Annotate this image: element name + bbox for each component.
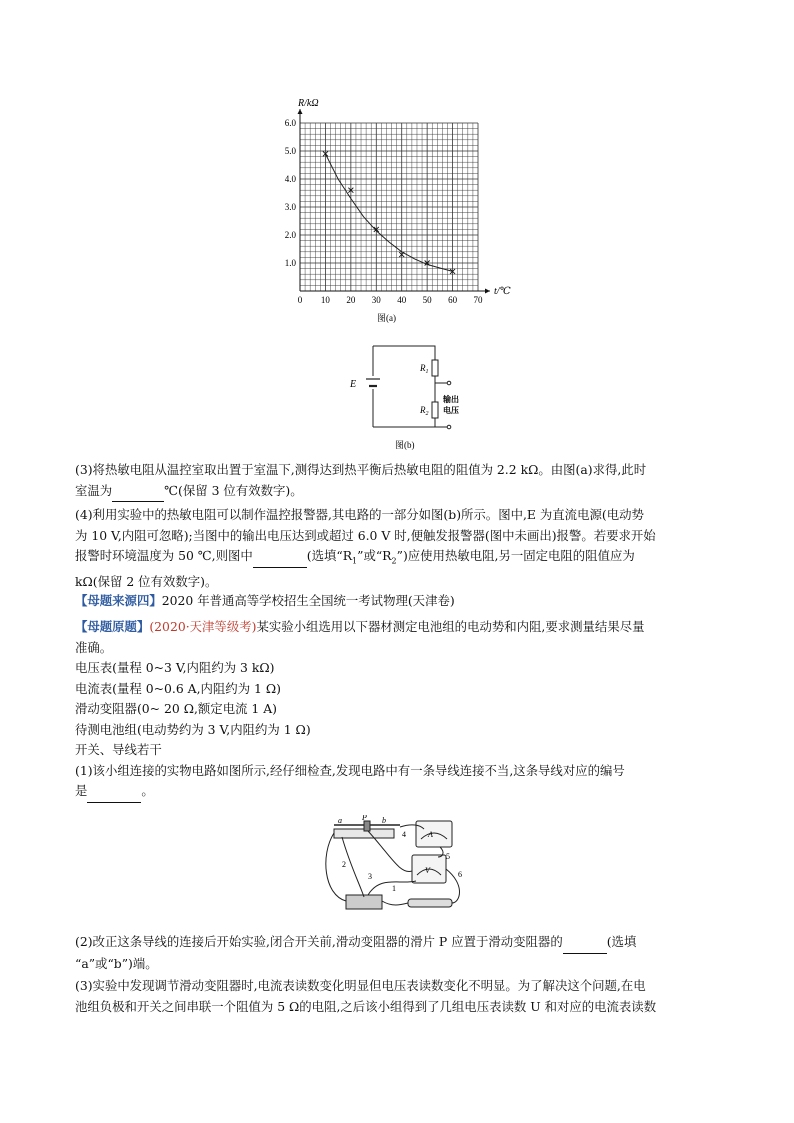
q4-line-1: (4)利用实验中的热敏电阻可以制作温控报警器,其电路的一部分如图(b)所示。图中,E 为直流电源(电动势 bbox=[75, 507, 644, 522]
q2-line-2: “a”或“b”)端。 bbox=[75, 955, 158, 971]
resistor-r1 bbox=[432, 360, 438, 376]
q1-line-2: 是 。 bbox=[75, 781, 725, 803]
circuit-diagram-b bbox=[340, 340, 470, 455]
resistor-r2 bbox=[432, 402, 438, 418]
output-label-line1: 输出 bbox=[443, 395, 459, 404]
material-2: 电流表(量程 0~0.6 A,内阻约为 1 Ω) bbox=[75, 680, 281, 696]
q3b-line-1: (3)实验中发现调节滑动变阻器时,电流表读数变化明显但电压表读数变化不明显。为了解决这个问题,在电 bbox=[75, 978, 646, 993]
y-axis-label: R/kΩ bbox=[298, 98, 319, 109]
grid bbox=[300, 123, 478, 291]
label-ammeter: A bbox=[428, 830, 433, 839]
output-label-line2: 电压 bbox=[443, 406, 459, 415]
problem-tag: 【母题原题】 bbox=[75, 619, 150, 634]
x-tick-label: 10 bbox=[320, 295, 330, 305]
y-tick-label: 4.0 bbox=[284, 174, 296, 184]
q4-line-3: 报警时环境温度为 50 ℃,则图中 (选填“$R_1$”或“$R_2$”)应使用热敏电阻,另一固定电阻的阻值应为 bbox=[75, 546, 725, 572]
label-r1: $R_1$ bbox=[420, 363, 429, 375]
material-3: 滑动变阻器(0~ 20 Ω,额定电流 1 A) bbox=[75, 701, 278, 716]
q1-line-1: (1)该小组连接的实物电路如图所示,经仔细检查,发现电路中有一条导线连接不当,这条导线对应的编号 bbox=[75, 762, 625, 778]
problem-origin: (2020·天津等级考) bbox=[149, 619, 257, 634]
rheostat-slider bbox=[364, 821, 370, 831]
y-axis-arrow bbox=[298, 109, 303, 114]
x-tick-label: 20 bbox=[346, 295, 356, 305]
q3-line-2: 室温为 ℃(保留 3 位有效数字)。 bbox=[75, 481, 725, 503]
answer-blank-q4-resistor bbox=[253, 546, 307, 568]
question-3 bbox=[75, 460, 725, 502]
battery-pack bbox=[408, 899, 452, 907]
label-voltmeter: V bbox=[425, 866, 430, 875]
q2-line-1: (2)改正这条导线的连接后开始实验,闭合开关前,滑动变阻器的滑片 P 应置于滑动变阻器的 (选填 bbox=[75, 932, 725, 954]
answer-blank-q2 bbox=[563, 932, 607, 954]
label-a: a bbox=[338, 816, 342, 825]
wire-6: 6 bbox=[458, 870, 462, 879]
y-tick-label: 3.0 bbox=[284, 202, 296, 212]
material-4: 待测电池组(电动势约为 3 V,内阻约为 1 Ω) bbox=[75, 721, 311, 737]
wire-5: 5 bbox=[446, 852, 450, 861]
x-tick-label: 60 bbox=[448, 295, 458, 305]
q3b-line-2: 池组负极和开关之间串联一个阻值为 5 Ω的电阻,之后该小组得到了几组电压表读数 U 和对应的电流表读数 bbox=[75, 998, 657, 1014]
wire-1: 1 bbox=[392, 884, 396, 893]
y-tick-label: 6.0 bbox=[284, 118, 296, 128]
figure-b-caption: 图(b) bbox=[395, 440, 415, 450]
tick-labels bbox=[285, 118, 483, 305]
x-tick-label: 0 bbox=[297, 295, 303, 305]
material-1: 电压表(量程 0~3 V,内阻约为 3 kΩ) bbox=[75, 660, 275, 675]
source-tag: 【母题来源四】 bbox=[75, 593, 162, 608]
x-axis-label: t/℃ bbox=[494, 286, 511, 297]
question-2 bbox=[75, 932, 725, 974]
y-tick-label: 5.0 bbox=[284, 146, 296, 156]
output-terminal-top bbox=[447, 381, 451, 385]
label-b: b bbox=[382, 816, 386, 825]
answer-blank-q3 bbox=[112, 481, 164, 503]
x-tick-label: 40 bbox=[397, 295, 407, 305]
question-4 bbox=[75, 505, 725, 592]
apparatus-figure bbox=[320, 815, 470, 920]
wire-2: 2 bbox=[342, 860, 346, 869]
label-r2: $R_2$ bbox=[420, 405, 429, 417]
material-5: 开关、导线若干 bbox=[75, 742, 162, 757]
q4-line-4: kΩ(保留 2 位有效数字)。 bbox=[75, 573, 218, 589]
q3-line-1: (3)将热敏电阻从温控室取出置于室温下,测得达到热平衡后热敏电阻的阻值为 2.2 kΩ。由图(a)求得,此时 bbox=[75, 462, 647, 477]
figure-a-caption: 图(a) bbox=[377, 313, 396, 323]
y-tick-label: 2.0 bbox=[284, 230, 296, 240]
battery-symbol bbox=[366, 379, 380, 386]
q4-line-2: 为 10 V,内阻可忽略);当图中的输出电压达到或超过 6.0 V 时,便触发报警器(图中未画出)报警。若要求开始 bbox=[75, 527, 656, 543]
graph-a bbox=[270, 88, 530, 328]
ammeter bbox=[416, 821, 452, 847]
x-tick-label: 30 bbox=[371, 295, 381, 305]
y-tick-label: 1.0 bbox=[284, 258, 296, 268]
output-terminal-bottom bbox=[447, 425, 451, 429]
x-tick-label: 70 bbox=[473, 295, 483, 305]
problem-line-1: 【母题原题】(2020·天津等级考)某实验小组选用以下器材测定电池组的电动势和内阻,要求测量结果尽量 bbox=[75, 619, 645, 634]
label-p: P bbox=[362, 815, 367, 822]
problem-statement bbox=[75, 617, 725, 803]
wire-4: 4 bbox=[402, 830, 406, 839]
question-3b bbox=[75, 976, 725, 1017]
x-tick-label: 50 bbox=[422, 295, 432, 305]
wire-3: 3 bbox=[368, 872, 372, 881]
source-line: 【母题来源四】2020 年普通高等学校招生全国统一考试物理(天津卷) bbox=[75, 593, 455, 608]
problem-line-2: 准确。 bbox=[75, 639, 113, 655]
x-axis-arrow bbox=[485, 289, 490, 294]
answer-blank-q1 bbox=[87, 781, 141, 803]
label-e: E bbox=[350, 379, 357, 390]
switch-board bbox=[346, 895, 382, 909]
